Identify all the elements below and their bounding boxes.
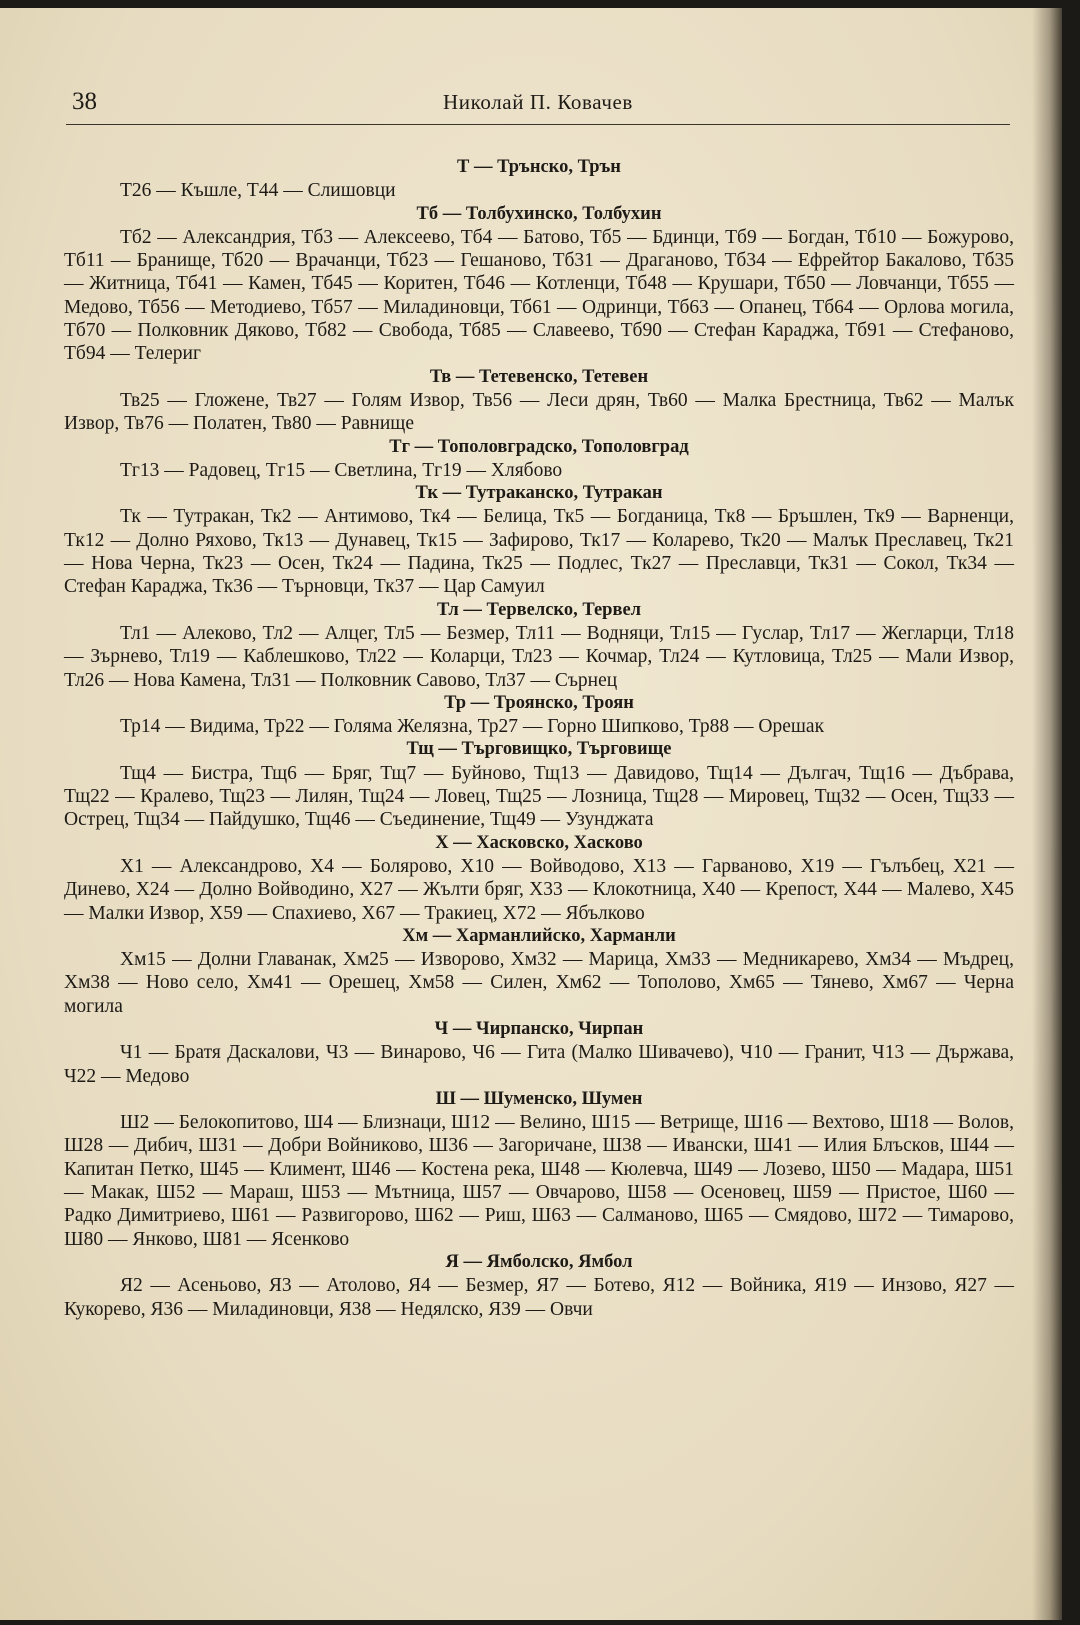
- section-text: Тк — Тутракан, Тк2 — Антимово, Тк4 — Белица, Тк5 — Богданица, Тк8 — Бръшлен, Тк9 — Варненци, Тк12 — Долно Ряхово, Тк13 — Дунавец, Тк15 — Зафирово, Тк17 — Коларево, Тк20 — Малък Преславец, Тк21 — Нова Черна, Тк23 — Осен, Тк24 — Падина, Тк25 — Подлес, Тк27 — Преславци, Тк31 — Сокол, Тк34 — Стефан Караджа, Тк36 — Търновци, Тк37 — Цар Самуил: [64, 506, 1014, 598]
- section-text: Т26 — Къшле, Т44 — Слишовци: [120, 180, 396, 202]
- page-spine-shadow: [1032, 8, 1062, 1620]
- section-heading: Ш — Шуменско, Шумен: [435, 1088, 643, 1109]
- section-heading: Тщ — Търговищко, Търговище: [406, 739, 672, 760]
- header-rule: [66, 124, 1010, 125]
- section-text: Ш2 — Белокопитово, Ш4 — Близнаци, Ш12 — Велино, Ш15 — Ветрище, Ш16 — Вехтово, Ш18 — Волов, Ш28 — Дибич, Ш31 — Добри Войниково, Ш36 — Загоричане, Ш38 — Ивански, Ш41 — Илия Блъсков, Ш44 — Капитан Петко, Ш45 — Климент, Ш46 — Костена река, Ш48 — Кюлевча, Ш49 — Лозево, Ш50 — Мадара, Ш51 — Макак, Ш52 — Мараш, Ш53 — Мътница, Ш57 — Овчарово, Ш58 — Осеновец, Ш59 — Пристое, Ш60 — Радко Димитриево, Ш61 — Развигорово, Ш62 — Риш, Ш63 — Салманово, Ш65 — Смядово, Ш72 — Тимарово, Ш80 — Янково, Ш81 — Ясенково: [64, 1112, 1014, 1250]
- section-heading: Тр — Троянско, Троян: [444, 692, 634, 713]
- section-heading: Ч — Чирпанско, Чирпан: [434, 1018, 644, 1039]
- section-heading: Хм — Харманлийско, Харманли: [402, 925, 676, 946]
- section-heading: Тг — Тополовградско, Тополовград: [389, 436, 689, 457]
- section-heading: Х — Хасковско, Хасково: [435, 832, 643, 853]
- section-text: Тл1 — Алеково, Тл2 — Алцег, Тл5 — Безмер, Тл11 — Водняци, Тл15 — Гуслар, Тл17 — Жегларци, Тл18 — Зърнево, Тл19 — Каблешково, Тл22 — Коларци, Тл23 — Кочмар, Тл24 — Кутловица, Тл25 — Мали Извор, Тл26 — Нова Камена, Тл31 — Полковник Савово, Тл37 — Сърнец: [64, 622, 1014, 691]
- book-page: [0, 8, 1062, 1620]
- section-text: Тр14 — Видима, Тр22 — Голяма Желязна, Тр27 — Горно Шипково, Тр88 — Орешак: [120, 716, 825, 738]
- page-number: 38: [72, 88, 97, 115]
- section-text: Я2 — Асеньово, Я3 — Атолово, Я4 — Безмер, Я7 — Ботево, Я12 — Войника, Я19 — Инзово, Я27 — Кукорево, Я36 — Миладиновци, Я38 — Недялско, Я39 — Овчи: [64, 1275, 1014, 1320]
- running-head: Николай П. Ковачев: [443, 90, 633, 114]
- section-text: Тщ4 — Бистра, Тщ6 — Бряг, Тщ7 — Буйново, Тщ13 — Давидово, Тщ14 — Дългач, Тщ16 — Дъбрава, Тщ22 — Кралево, Тщ23 — Лилян, Тщ24 — Ловец, Тщ25 — Лозница, Тщ28 — Мировец, Тщ32 — Осен, Тщ33 — Острец, Тщ34 — Пайдушко, Тщ46 — Съединение, Тщ49 — Узунджата: [64, 762, 1014, 831]
- section-heading: Я — Ямболско, Ямбол: [445, 1251, 633, 1272]
- page-body: [64, 156, 1014, 1321]
- page-header: [66, 88, 1010, 126]
- section-heading: Тб — Толбухинско, Толбухин: [416, 203, 662, 224]
- section-text: Ч1 — Братя Даскалови, Ч3 — Винарово, Ч6 — Гита (Малко Шивачево), Ч10 — Гранит, Ч13 — Държава, Ч22 — Медово: [64, 1042, 1014, 1087]
- section-heading: Т — Трънско, Трън: [457, 157, 621, 177]
- section-text: Х1 — Александрово, Х4 — Болярово, Х10 — Войводово, Х13 — Гарваново, Х19 — Гълъбец, Х21 — Динево, Х24 — Долно Войводино, Х27 — Жълти бряг, Х33 — Клокотница, Х40 — Крепост, Х44 — Малево, Х45 — Малки Извор, Х59 — Спахиево, Х67 — Тракиец, Х72 — Ябълково: [64, 855, 1014, 924]
- section-heading: Тк — Тутраканско, Тутракан: [415, 483, 663, 504]
- section-text: Тб2 — Александрия, Тб3 — Алексеево, Тб4 — Батово, Тб5 — Бдинци, Тб9 — Богдан, Тб10 — Божурово, Тб11 — Бранище, Тб20 — Врачанци, Тб23 — Гешаново, Тб31 — Драганово, Тб34 — Ефрейтор Бакалово, Тб35 — Житница, Тб41 — Камен, Тб45 — Коритен, Тб46 — Котленци, Тб48 — Крушари, Тб50 — Ловчанци, Тб55 — Медово, Тб56 — Методиево, Тб57 — Миладиновци, Тб61 — Одринци, Тб63 — Опанец, Тб64 — Орлова могила, Тб70 — Полковник Дяково, Тб82 — Свобода, Тб85 — Славеево, Тб90 — Стефан Караджа, Тб91 — Стефаново, Тб94 — Телериг: [64, 226, 1014, 365]
- section-text: Хм15 — Долни Главанак, Хм25 — Изворово, Хм32 — Марица, Хм33 — Медникарево, Хм34 — Мъдрец, Хм38 — Ново село, Хм41 — Орешец, Хм58 — Силен, Хм62 — Тополово, Хм65 — Тянево, Хм67 — Черна могила: [64, 949, 1014, 1017]
- section-heading: Тв — Тетевенско, Тетевен: [429, 366, 649, 387]
- section-text: Тг13 — Радовец, Тг15 — Светлина, Тг19 — Хлябово: [120, 459, 563, 481]
- section-text: Тв25 — Гложене, Тв27 — Голям Извор, Тв56 — Леси дрян, Тв60 — Малка Брестница, Тв62 — Малък Извор, Тв76 — Полатен, Тв80 — Равнище: [64, 389, 1014, 435]
- section-heading: Тл — Тервелско, Тервел: [436, 599, 642, 620]
